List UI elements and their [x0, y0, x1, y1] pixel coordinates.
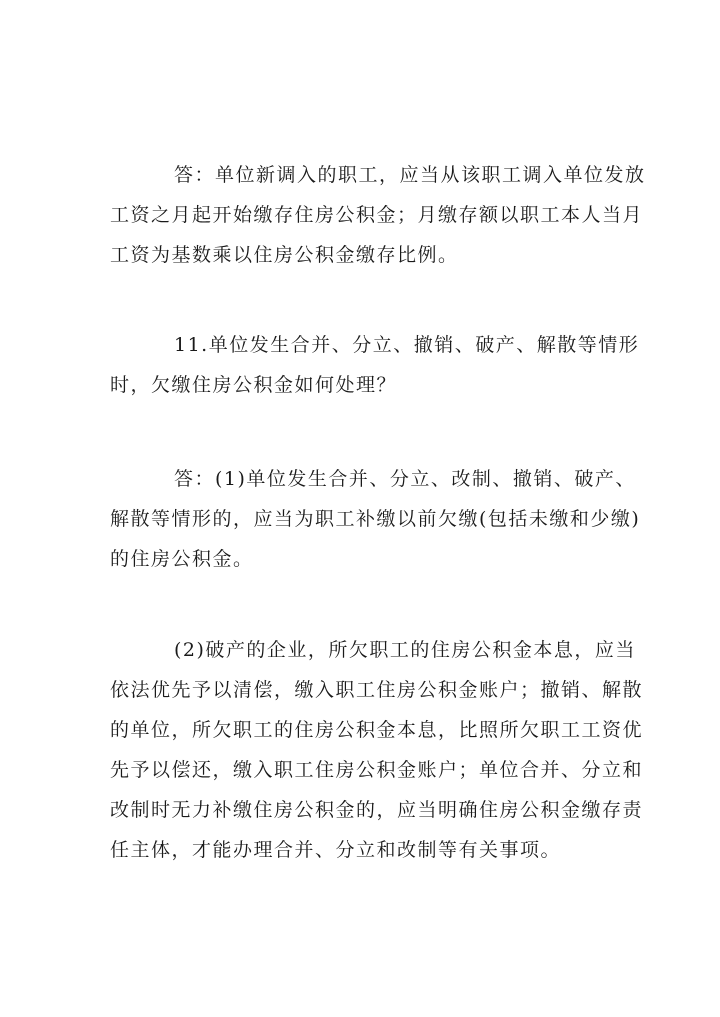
text-line: 答：(1)单位发生合并、分立、改制、撤销、破产、 — [174, 468, 636, 490]
text-line: 的住房公积金。 — [110, 548, 254, 570]
text-line: 答：单位新调入的职工，应当从该职工调入单位发放 — [174, 164, 646, 186]
text-line: 11.单位发生合并、分立、撤销、破产、解散等情形 — [174, 334, 640, 356]
answer-paragraph-2 — [110, 630, 644, 870]
text-line: 任主体，才能办理合并、分立和改制等有关事项。 — [110, 839, 562, 861]
text-line: 时，欠缴住房公积金如何处理？ — [110, 374, 398, 396]
answer-paragraph-1 — [110, 459, 641, 579]
text-line: 的单位，所欠职工的住房公积金本息，比照所欠职工工资优 — [110, 719, 644, 741]
text-line: 先予以偿还，缴入职工住房公积金账户；单位合并、分立和 — [110, 759, 644, 781]
question-paragraph-11 — [110, 325, 640, 405]
text-line: 改制时无力补缴住房公积金的，应当明确住房公积金缴存责 — [110, 799, 644, 821]
answer-paragraph-new-employee — [110, 155, 646, 275]
text-line: 工资为基数乘以住房公积金缴存比例。 — [110, 244, 459, 266]
text-line: (2)破产的企业，所欠职工的住房公积金本息，应当 — [174, 639, 636, 661]
text-line: 解散等情形的，应当为职工补缴以前欠缴(包括未缴和少缴) — [110, 508, 641, 530]
text-line: 依法优先予以清偿，缴入职工住房公积金账户；撤销、解散 — [110, 679, 644, 701]
text-line: 工资之月起开始缴存住房公积金；月缴存额以职工本人当月 — [110, 204, 644, 226]
